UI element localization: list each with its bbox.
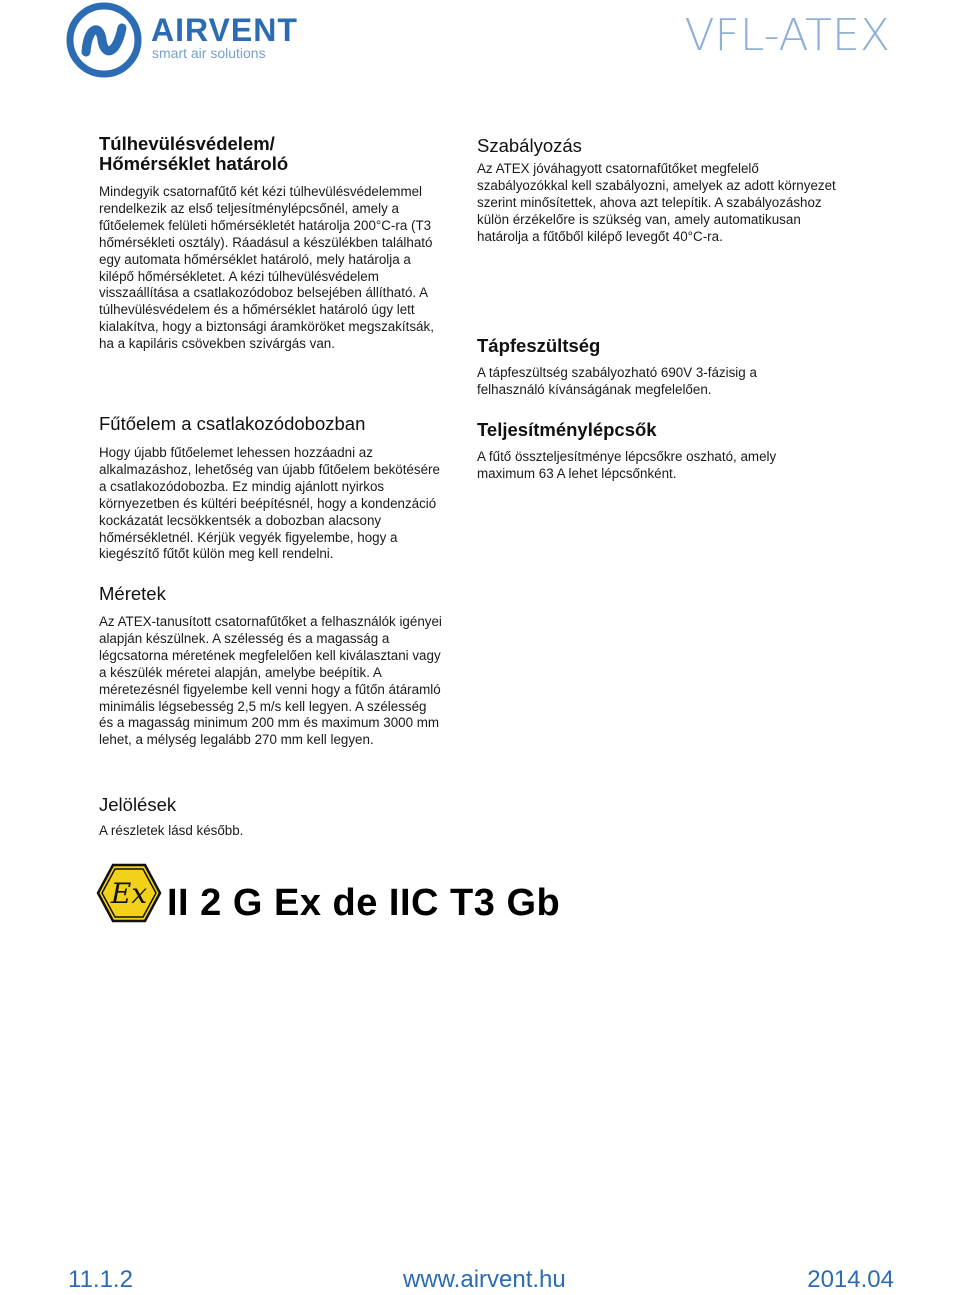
atex-ex-symbol-icon	[96, 863, 162, 923]
atex-marking-code: II 2 G Ex de IIC T3 Gb	[167, 882, 561, 924]
brand-tagline: smart air solutions	[152, 45, 266, 61]
footer-date: 2014.04	[807, 1266, 894, 1293]
text-control: Az ATEX jóváhagyott csatornafűtőket megfelelő szabályozókkal kell szabályozni, amelyek az adott környezet szerint minősítettek, ahova azt telepítik. A szabályozáshoz külön érzékelőre is szükség van, amely automatikusan határolja a fűtőből kilépő levegőt 40°C-ra.	[477, 161, 836, 244]
text-dimensions: Az ATEX-tanusított csatornafűtőket a felhasználók igényei alapján készülnek. A szélesség és a magasság a légcsatorna méretének megfelelően kell kiválasztani vagy a készülék méretei alapján, amelybe beépítik. A méretezésnél figyelembe kell venni hogy a fűtőn átáramló minimális légsebesség 2,5 m/s kell legyen. A szélesség és a magasság minimum 200 mm és maximum 3000 mm lehet, a mélység legalább 270 mm kell legyen.	[99, 614, 442, 748]
airvent-logo-icon	[66, 2, 142, 78]
text-overheat: Mindegyik csatornafűtő két kézi túlhevülésvédelemmel rendelkezik az első teljesítménylépcsőnél, amely a fűtőelemek felületi hőmérsékletét határolja 200°C-ra (T3 hőmérsékleti osztály). Ráadásul a készülékben található egy automata hőmérséklet határoló, mely határolja a kilépő hőmérsékletet. A kézi túlhevülésvédelem visszaállítása a csatlakozódoboz belsejében állítható. A túlhevülésvédelem és a hőmérséklet határoló úgy lett kialakítva, hogy a biztonsági áramköröket megszakítsák, ha a kapiláris csövekben szivárgás van.	[99, 184, 434, 352]
footer-page-number: 11.1.2	[68, 1266, 133, 1293]
heading-overheat-line1: Túlhevülésvédelem/	[99, 133, 275, 154]
text-voltage: A tápfeszültség szabályozható 690V 3-fázisig a felhasználó kívánságának megfelelően.	[477, 365, 757, 397]
heading-markings: Jelölések	[99, 794, 177, 815]
heading-dimensions: Méretek	[99, 583, 166, 604]
heading-element-in-box: Fűtőelem a csatlakozódobozban	[99, 413, 366, 434]
section-markings	[99, 795, 444, 840]
section-overheat-protection	[99, 134, 444, 353]
section-dimensions	[99, 583, 444, 749]
section-voltage	[477, 336, 822, 399]
section-element-in-box	[99, 413, 444, 563]
heading-overheat-line2: Hőmérséklet határoló	[99, 153, 289, 174]
heading-voltage: Tápfeszültség	[477, 335, 601, 356]
document-title: VFL-ATEX	[684, 10, 890, 61]
text-markings: A részletek lásd később.	[99, 823, 244, 838]
heading-power-steps: Teljesítménylépcsők	[477, 419, 657, 440]
brand-logo	[66, 2, 306, 80]
ex-symbol-text: Ex	[110, 877, 148, 910]
heading-control: Szabályozás	[477, 135, 582, 156]
section-power-steps	[477, 420, 822, 483]
brand-name: AIRVENT	[151, 12, 298, 48]
text-element-in-box: Hogy újabb fűtőelemet lehessen hozzáadni az alkalmazáshoz, lehetőség van újabb fűtőelem bekötésére a csatlakozódobozba. Ez mindig ajánlott nyirkos környezetben és kültéri beépítésnél, hogy a kondenzáció kockázatát lecsökkentsék a dobozban alacsony hőmérsékletnél. Kérjük vegyék figyelembe, hogy a kiegészítő fűtőt külön meg kell rendelni.	[99, 445, 440, 562]
text-power-steps: A fűtő összteljesítménye lépcsőkre oszható, amely maximum 63 A lehet lépcsőnként.	[477, 449, 777, 481]
section-control	[477, 135, 837, 246]
footer-website-link[interactable]: www.airvent.hu	[403, 1266, 566, 1293]
